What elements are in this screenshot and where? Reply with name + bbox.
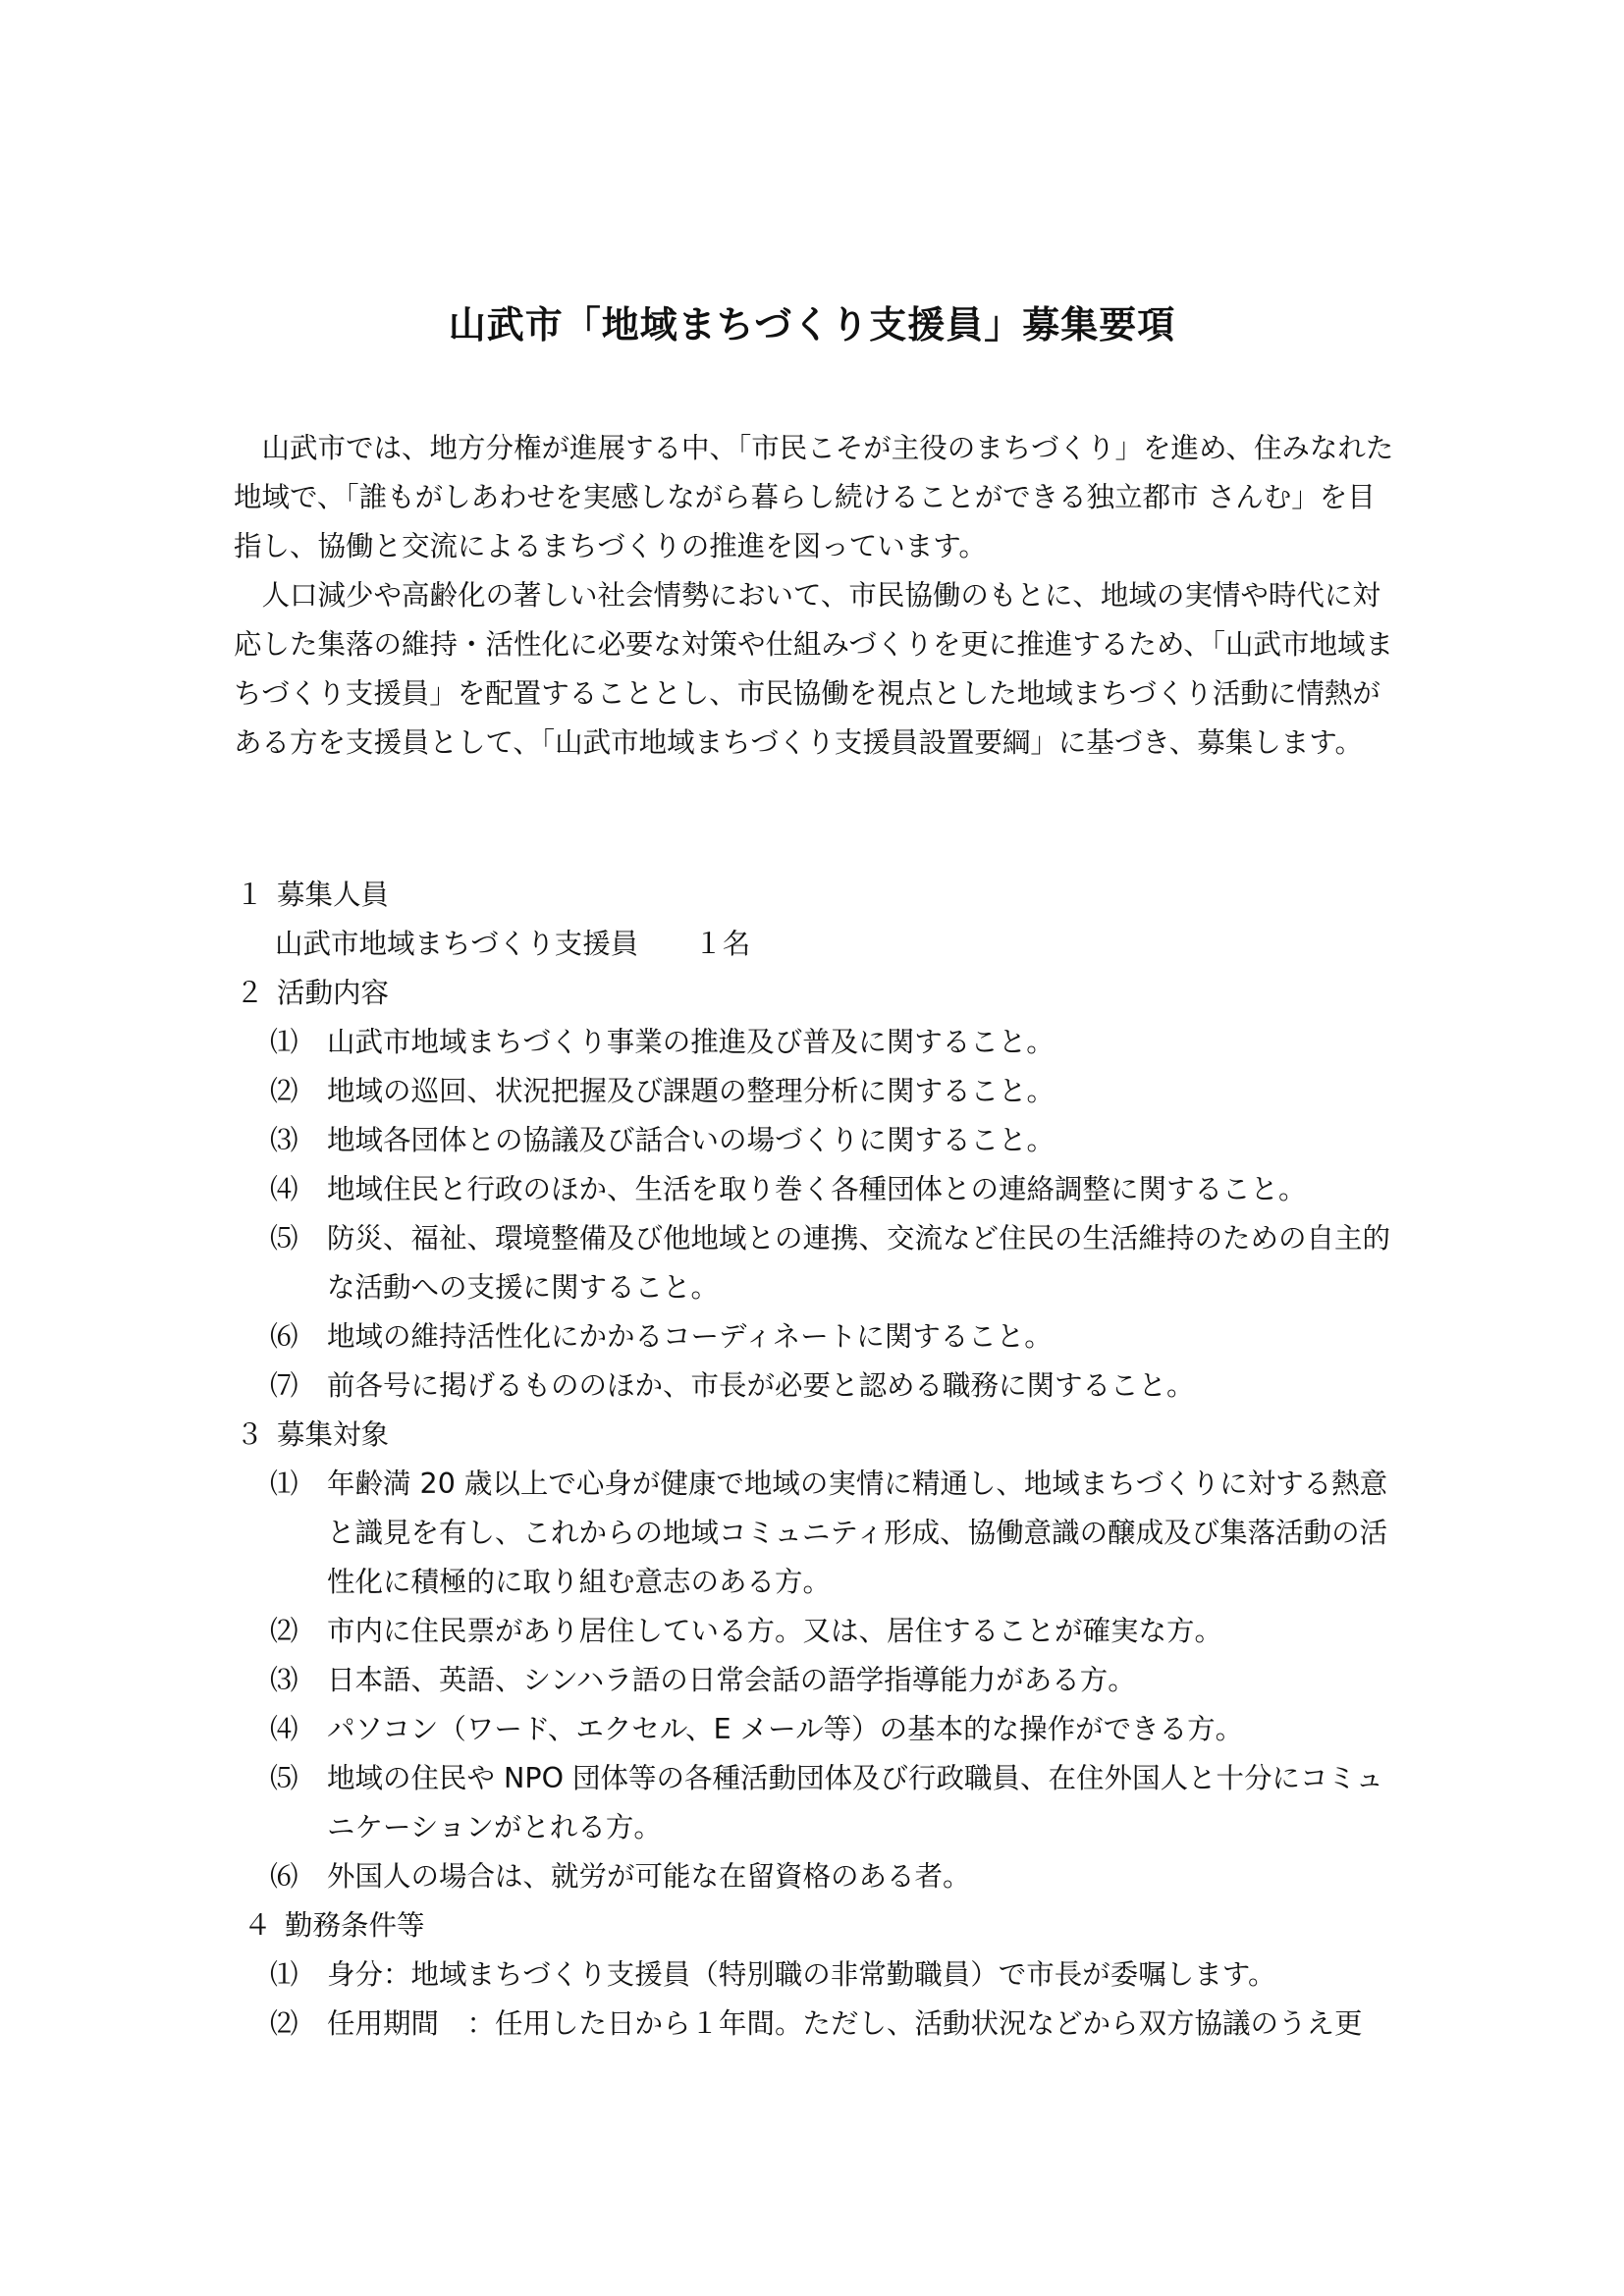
item-text: 任用期間 ：任用した日から１年間。ただし、活動状況などから双方協議のうえ更 xyxy=(327,2007,1363,2040)
section-heading xyxy=(236,1411,1404,1460)
item-text: 地域の維持活性化にかかるコーディネートに関すること。 xyxy=(327,1320,1053,1353)
item-mark: ⑸ xyxy=(270,1222,298,1255)
item-text: 地域住民と行政のほか、生活を取り巻く各種団体との連絡調整に関すること。 xyxy=(327,1173,1307,1205)
section-recruitment-count xyxy=(236,871,1404,969)
list-item xyxy=(236,1607,1404,1656)
list-item xyxy=(236,1116,1404,1165)
item-text: 地域各団体との協議及び話合いの場づくりに関すること。 xyxy=(327,1124,1056,1156)
item-text: 山武市地域まちづくり事業の推進及び普及に関すること。 xyxy=(327,1026,1055,1058)
item-text: 身分：地域まちづくり支援員（特別職の非常勤職員）で市長が委嘱します。 xyxy=(327,1958,1276,1991)
item-mark: ⑶ xyxy=(270,1124,298,1156)
section-working-conditions xyxy=(236,1901,1404,2049)
item-mark: ⑴ xyxy=(270,1468,298,1500)
item-text: 地域の巡回、状況把握及び課題の整理分析に関すること。 xyxy=(327,1075,1056,1107)
list-item xyxy=(236,1214,1404,1312)
item-mark: ⑷ xyxy=(270,1173,298,1205)
list-item xyxy=(236,1656,1404,1705)
item-text: 年齢満 20 歳以上で心身が健康で地域の実情に精通し、地域まちづくりに対する熱意と識見を有し、これからの地域コミュニティ形成、協働意識の醸成及び集落活動の活性化に積極的に取り組む意志のある方。 xyxy=(327,1468,1388,1598)
section-number: １ xyxy=(236,879,264,911)
item-mark: ⑵ xyxy=(270,2007,298,2040)
item-mark: ⑵ xyxy=(270,1075,298,1107)
item-text: パソコン（ワード、エクセル、E メール等）の基本的な操作ができる方。 xyxy=(327,1713,1244,1745)
item-mark: ⑸ xyxy=(270,1762,298,1794)
section-line: 山武市地域まちづくり支援員 １名 xyxy=(275,928,751,960)
list-item xyxy=(236,1362,1404,1411)
list-item xyxy=(236,1705,1404,1754)
list-item xyxy=(236,1018,1404,1067)
section-heading xyxy=(236,871,1404,920)
section-heading xyxy=(236,969,1404,1018)
section-eligibility xyxy=(236,1411,1404,1901)
page-title: 山武市「地域まちづくり支援員」募集要項 xyxy=(448,303,1176,347)
item-mark: ⑶ xyxy=(270,1664,298,1696)
list-item xyxy=(236,2000,1404,2049)
item-mark: ⑹ xyxy=(270,1860,298,1893)
item-text: 地域の住民や NPO 団体等の各種活動団体及び行政職員、在住外国人と十分にコミュニケーションがとれる方。 xyxy=(327,1762,1383,1843)
section-heading xyxy=(236,1901,1404,1950)
section-number: ２ xyxy=(236,977,264,1009)
item-text: 日本語、英語、シンハラ語の日常会話の語学指導能力がある方。 xyxy=(327,1664,1136,1696)
list-item xyxy=(236,1460,1404,1607)
intro-paragraph-1: 山武市では、地方分権が進展する中、「市民こそが主役のまちづくり」を進め、住みなれた地域で、「誰もがしあわせを実感しながら暮らし続けることができる独立都市 さんむ」を目指し、協働と交流によるまちづくりの推進を図っています。 xyxy=(234,432,1394,562)
item-mark: ⑺ xyxy=(270,1369,298,1402)
item-text: 防災、福祉、環境整備及び他地域との連携、交流など住民の生活維持のための自主的な活動への支援に関すること。 xyxy=(327,1222,1391,1304)
section-title: 勤務条件等 xyxy=(285,1909,425,1942)
list-item xyxy=(236,1312,1404,1362)
intro-text xyxy=(234,424,1402,768)
section-title: 募集人員 xyxy=(277,879,390,911)
list-item xyxy=(236,1754,1404,1852)
section-number: ４ xyxy=(244,1909,272,1942)
item-text: 前各号に掲げるもののほか、市長が必要と認める職務に関すること。 xyxy=(327,1369,1195,1402)
list-item xyxy=(236,1950,1404,2000)
list-item xyxy=(236,1165,1404,1214)
item-mark: ⑹ xyxy=(270,1320,298,1353)
section-activities xyxy=(236,969,1404,1411)
item-mark: ⑷ xyxy=(270,1713,298,1745)
item-text: 市内に住民票があり居住している方。又は、居住することが確実な方。 xyxy=(327,1615,1223,1647)
section-title: 活動内容 xyxy=(277,977,390,1009)
item-mark: ⑴ xyxy=(270,1026,298,1058)
item-mark: ⑴ xyxy=(270,1958,298,1991)
section-title: 募集対象 xyxy=(277,1418,390,1451)
section-number: ３ xyxy=(236,1418,264,1451)
item-text: 外国人の場合は、就労が可能な在留資格のある者。 xyxy=(327,1860,971,1893)
list-item xyxy=(236,1067,1404,1116)
list-item xyxy=(236,1852,1404,1901)
item-mark: ⑵ xyxy=(270,1615,298,1647)
sections xyxy=(236,871,1404,2049)
intro-paragraph-2: 人口減少や高齢化の著しい社会情勢において、市民協働のもとに、地域の実情や時代に対応した集落の維持・活性化に必要な対策や仕組みづくりを更に推進するため、「山武市地域まちづくり支援員」を配置することとし、市民協働を視点とした地域まちづくり活動に情熱がある方を支援員として、「山武市地域まちづくり支援員設置要綱」に基づき、募集します。 xyxy=(234,579,1394,759)
